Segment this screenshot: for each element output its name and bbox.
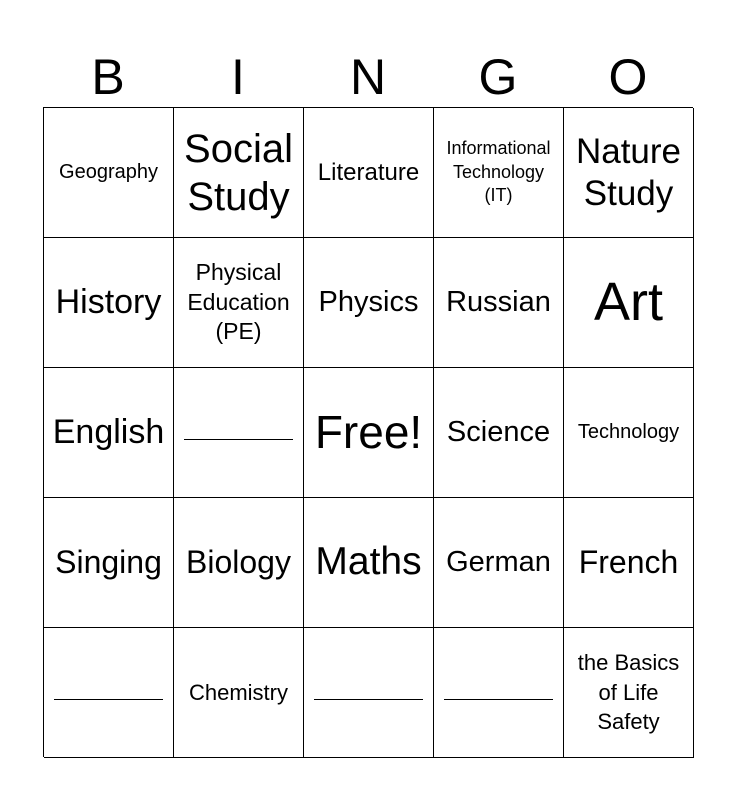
bingo-cell[interactable]: Geography	[44, 108, 174, 238]
bingo-cell[interactable]: Physics	[304, 238, 434, 368]
bingo-cell[interactable]: English	[44, 368, 174, 498]
bingo-cell-blank[interactable]	[434, 628, 564, 758]
header-letter-n: N	[349, 49, 387, 105]
bingo-cell[interactable]: Chemistry	[174, 628, 304, 758]
header-letter-g: G	[478, 49, 518, 105]
bingo-board	[43, 107, 693, 757]
bingo-cell[interactable]: the Basics of Life Safety	[564, 628, 694, 758]
blank-line	[54, 699, 163, 700]
bingo-cell[interactable]: Russian	[434, 238, 564, 368]
bingo-header	[43, 46, 693, 108]
header-letter-o: O	[608, 49, 648, 105]
bingo-cell[interactable]: Art	[564, 238, 694, 368]
bingo-cell[interactable]: History	[44, 238, 174, 368]
header-letter-b: B	[91, 49, 125, 105]
bingo-cell[interactable]: Maths	[304, 498, 434, 628]
bingo-cell[interactable]: Nature Study	[564, 108, 694, 238]
bingo-cell-blank[interactable]	[304, 628, 434, 758]
blank-line	[184, 439, 293, 440]
bingo-cell[interactable]: Singing	[44, 498, 174, 628]
bingo-cell-free[interactable]: Free!	[304, 368, 434, 498]
bingo-cell[interactable]: Physical Education (PE)	[174, 238, 304, 368]
bingo-cell[interactable]: Biology	[174, 498, 304, 628]
bingo-cell-blank[interactable]	[44, 628, 174, 758]
bingo-cell[interactable]: Science	[434, 368, 564, 498]
bingo-cell[interactable]: Literature	[304, 108, 434, 238]
bingo-cell-blank[interactable]	[174, 368, 304, 498]
header-letter-i: I	[231, 49, 245, 105]
bingo-cell[interactable]: Social Study	[174, 108, 304, 238]
blank-line	[314, 699, 423, 700]
bingo-cell[interactable]: Technology	[564, 368, 694, 498]
blank-line	[444, 699, 553, 700]
bingo-cell[interactable]: Informational Technology (IT)	[434, 108, 564, 238]
bingo-cell[interactable]: French	[564, 498, 694, 628]
bingo-cell[interactable]: German	[434, 498, 564, 628]
